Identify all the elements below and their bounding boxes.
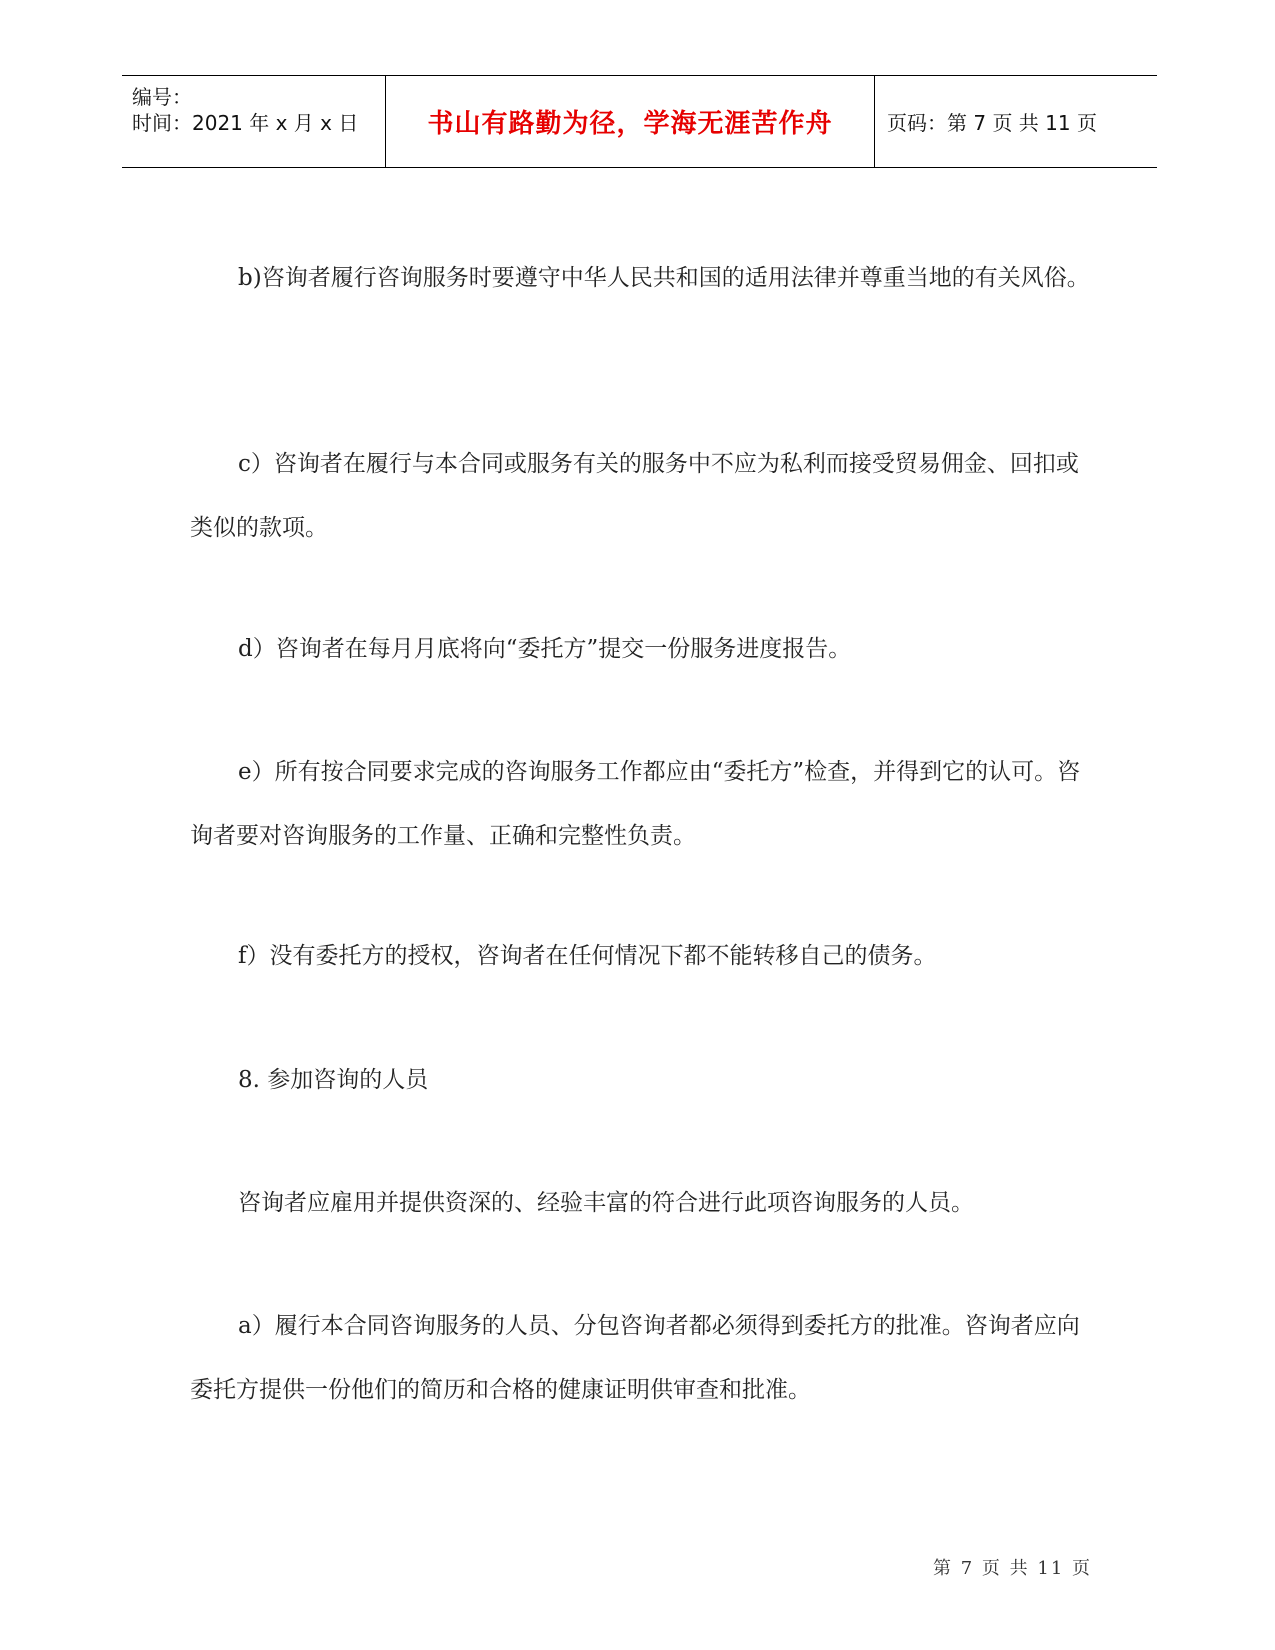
document-header: [122, 75, 1157, 168]
paragraph-e: e）所有按合同要求完成的咨询服务工作都应由“委托方”检查，并得到它的认可。咨询者要对咨询服务的工作量、正确和完整性负责。: [190, 759, 1081, 849]
paragraph-c: c）咨询者在履行与本合同或服务有关的服务中不应为私利而接受贸易佣金、回扣或类似的款项。: [190, 451, 1079, 541]
footer-page-number: 第 7 页 共 11 页: [933, 1558, 1092, 1579]
paragraph-a: a）履行本合同咨询服务的人员、分包咨询者都必须得到委托方的批准。咨询者应向委托方提供一份他们的简历和合格的健康证明供审查和批准。: [190, 1313, 1080, 1403]
section-heading-8: 8. 参加咨询的人员: [238, 1067, 429, 1093]
paragraph-d: d）咨询者在每月月底将向“委托方”提交一份服务进度报告。: [238, 636, 852, 662]
document-number-label: 编号：: [132, 85, 192, 109]
header-page-info: 页码：第 7 页 共 11 页: [887, 111, 1097, 135]
paragraph-b: b)咨询者履行咨询服务时要遵守中华人民共和国的适用法律并尊重当地的有关风俗。: [238, 265, 1090, 291]
header-slogan-cell: [386, 76, 875, 167]
header-slogan: 书山有路勤为径，学海无涯苦作舟: [427, 109, 833, 139]
paragraph-staff-intro: 咨询者应雇用并提供资深的、经验丰富的符合进行此项咨询服务的人员。: [238, 1190, 974, 1216]
header-meta-cell: [122, 76, 386, 167]
document-time-label: 时间：2021 年 x 月 x 日: [132, 111, 359, 135]
header-page-cell: [875, 76, 1157, 167]
paragraph-f: f）没有委托方的授权，咨询者在任何情况下都不能转移自己的债务。: [238, 943, 937, 969]
